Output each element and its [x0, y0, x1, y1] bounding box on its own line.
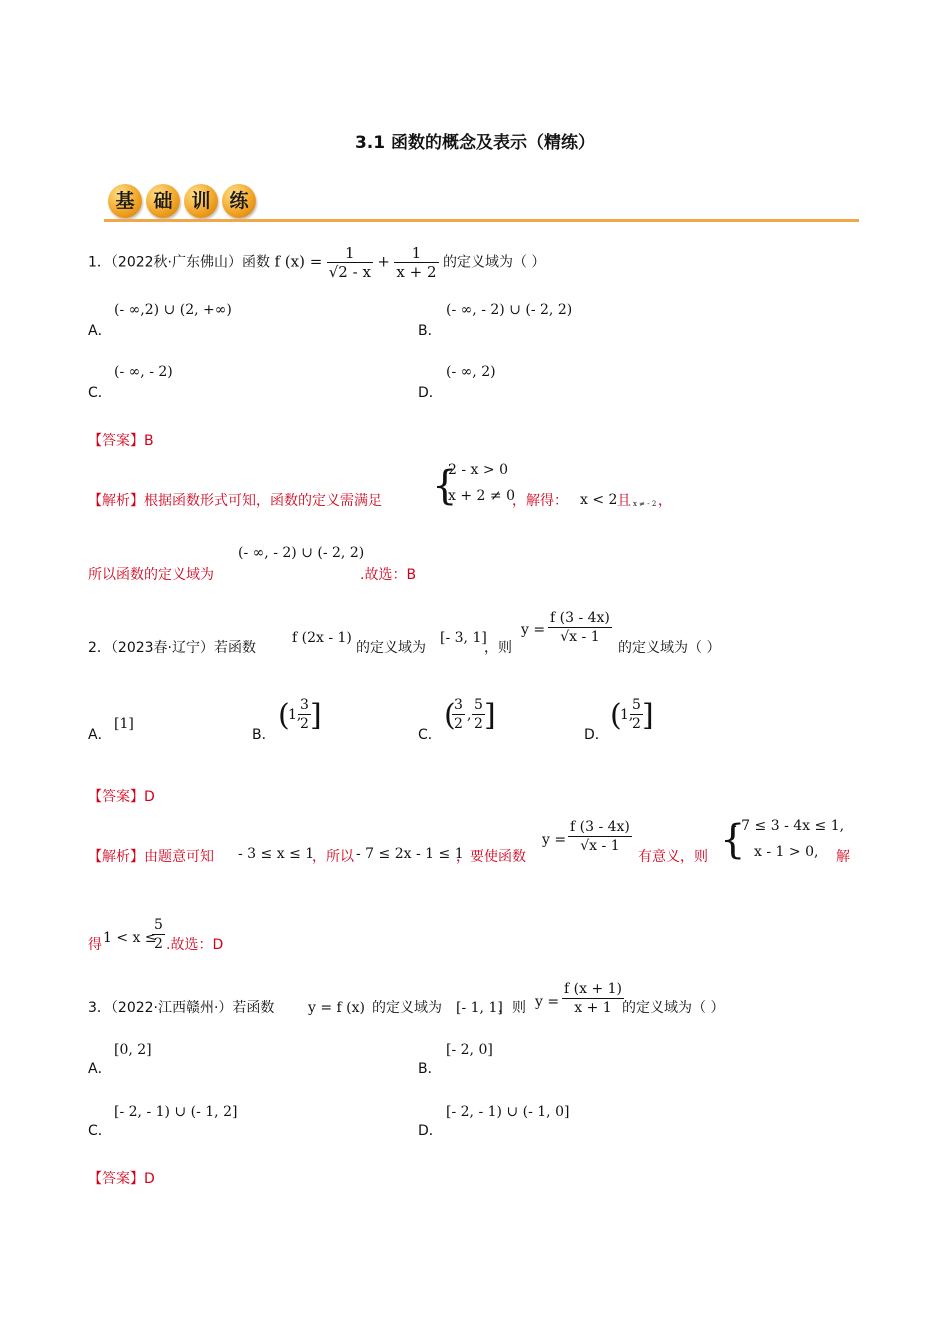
section-divider: [104, 219, 859, 222]
banner-char: 训: [184, 184, 218, 218]
q1-analysis-end: ，: [658, 493, 672, 509]
q2-stem-mid2: ，则: [484, 640, 512, 656]
q3-fraction: $\frac{f (x + 1)}{x + 1}$: [564, 981, 622, 1016]
q1-solution-sub: x ≠ - 2: [633, 500, 657, 508]
q1-option-d-label: D．: [418, 385, 443, 401]
q2-option-b-a: 1,: [288, 707, 302, 723]
q1-fraction-2: $\frac{1}{x + 2}$: [396, 244, 437, 281]
q1-line2-suffix: .故选：B: [360, 567, 417, 583]
q1-line2-prefix: 所以函数的定义域为: [88, 567, 214, 583]
q2-line2-prefix: 得: [88, 937, 102, 953]
q1-option-b-label: B．: [418, 323, 442, 339]
q1-answer: 【答案】B: [88, 433, 154, 449]
q2-option-d-label: D．: [584, 727, 609, 743]
q1-fx: f (x) =: [274, 252, 323, 271]
q1-fraction-1: $\frac{1}{√2 - x}$: [328, 244, 371, 281]
q2-f-expr: f (2x - 1): [292, 630, 352, 646]
q3-option-a-label: A．: [88, 1061, 112, 1077]
q1-plus: +: [377, 252, 390, 271]
q2-stem-prefix: 2．（2023春·辽宁）若函数: [88, 640, 256, 656]
q1-solution: x < 2: [580, 492, 618, 508]
q1-option-c-label: C．: [88, 385, 112, 401]
q1-option-a-label: A．: [88, 323, 112, 339]
q2-end-1: 解: [836, 849, 850, 865]
section-banner: [104, 180, 264, 222]
banner-char: 练: [222, 184, 256, 218]
q3-y-eq: y =: [535, 994, 560, 1010]
q3-f-expr: y = f (x): [308, 1000, 365, 1016]
q1-stem-prefix: 1．（2022秋·广东佛山）函数: [88, 254, 270, 271]
q3-stem-mid2: ，则: [498, 1000, 526, 1016]
q2-option-a-label: A．: [88, 727, 112, 743]
q3-option-d-label: D．: [418, 1123, 443, 1139]
q2-option-d-frac: $\frac{5}{2}$: [632, 697, 641, 732]
q2-option-d-a: 1,: [620, 707, 634, 723]
q3-option-c-label: C．: [88, 1123, 112, 1139]
q3-answer: 【答案】D: [88, 1171, 155, 1187]
q1-line2-math: (- ∞, - 2) ∪ (- 2, 2): [238, 545, 365, 561]
q3-stem-prefix: 3．（2022·江西赣州·）若函数: [88, 1000, 275, 1016]
q2-option-c-frac1: $\frac{3}{2}$: [454, 697, 463, 732]
q3-stem-mid: 的定义域为: [372, 1000, 442, 1016]
q1-analysis-mid: ，解得：: [512, 493, 568, 509]
q3-option-d: [- 2, - 1) ∪ (- 1, 0]: [446, 1104, 570, 1120]
q2-line2-suffix: .故选：D: [166, 937, 224, 953]
q3-option-c: [- 2, - 1) ∪ (- 1, 2]: [114, 1104, 238, 1120]
page-title: 3.1 函数的概念及表示（精练）: [354, 133, 596, 153]
q2-line2-math: 1 < x ≤: [103, 930, 157, 946]
q2-mid-1: ，所以: [312, 849, 354, 865]
q1-stem-suffix: 的定义域为（ ）: [442, 254, 546, 271]
q2-option-b-frac: $\frac{3}{2}$: [300, 697, 309, 732]
q2-line2-frac: $\frac{5}{2}$: [154, 917, 163, 952]
q2-answer: 【答案】D: [88, 789, 155, 805]
q2-option-a: [1]: [114, 716, 134, 732]
q3-option-b-label: B．: [418, 1061, 442, 1077]
banner-char: 础: [146, 184, 180, 218]
q3-option-a: [0, 2]: [114, 1042, 152, 1058]
q2-y-eq: y =: [521, 622, 546, 638]
q2-option-b-label: B．: [252, 727, 276, 743]
q1-option-b: (- ∞, - 2) ∪ (- 2, 2): [446, 302, 573, 318]
q3-option-b: [- 2, 0]: [446, 1042, 493, 1058]
q2-fraction: $\frac{f (3 - 4x)}{√x - 1}$: [550, 610, 610, 645]
q2-math-2: - 7 ≤ 2x - 1 ≤ 1: [356, 846, 464, 862]
q1-analysis-prefix: 【解析】根据函数形式可知，函数的定义需满足: [88, 493, 382, 509]
q1-and: 且: [617, 493, 631, 509]
q2-interval: [- 3, 1]: [440, 630, 487, 646]
q1-option-c: (- ∞, - 2): [114, 364, 173, 380]
q2-stem-suffix: 的定义域为（ ）: [618, 640, 721, 656]
q2-analysis-fraction: $\frac{f (3 - 4x)}{√x - 1}$: [570, 819, 630, 854]
question-1-stem: [88, 244, 545, 281]
q2-stem-mid: 的定义域为: [356, 640, 426, 656]
q2-option-c-label: C．: [418, 727, 442, 743]
q3-stem-suffix: 的定义域为（ ）: [622, 1000, 725, 1016]
q2-y-eq-2: y =: [542, 832, 567, 848]
banner-char: 基: [108, 184, 142, 218]
q1-option-a: (- ∞,2) ∪ (2, +∞): [114, 302, 232, 318]
q1-option-d: (- ∞, 2): [446, 364, 496, 380]
q2-option-c-frac2: $\frac{5}{2}$: [474, 697, 483, 732]
q2-analysis-prefix: 【解析】由题意可知: [88, 849, 214, 865]
q2-mid-3: 有意义，则: [638, 849, 708, 865]
q2-math-1: - 3 ≤ x ≤ 1: [238, 846, 315, 862]
q2-mid-2: ，要使函数: [456, 849, 526, 865]
q3-interval: [- 1, 1]: [456, 1000, 503, 1016]
